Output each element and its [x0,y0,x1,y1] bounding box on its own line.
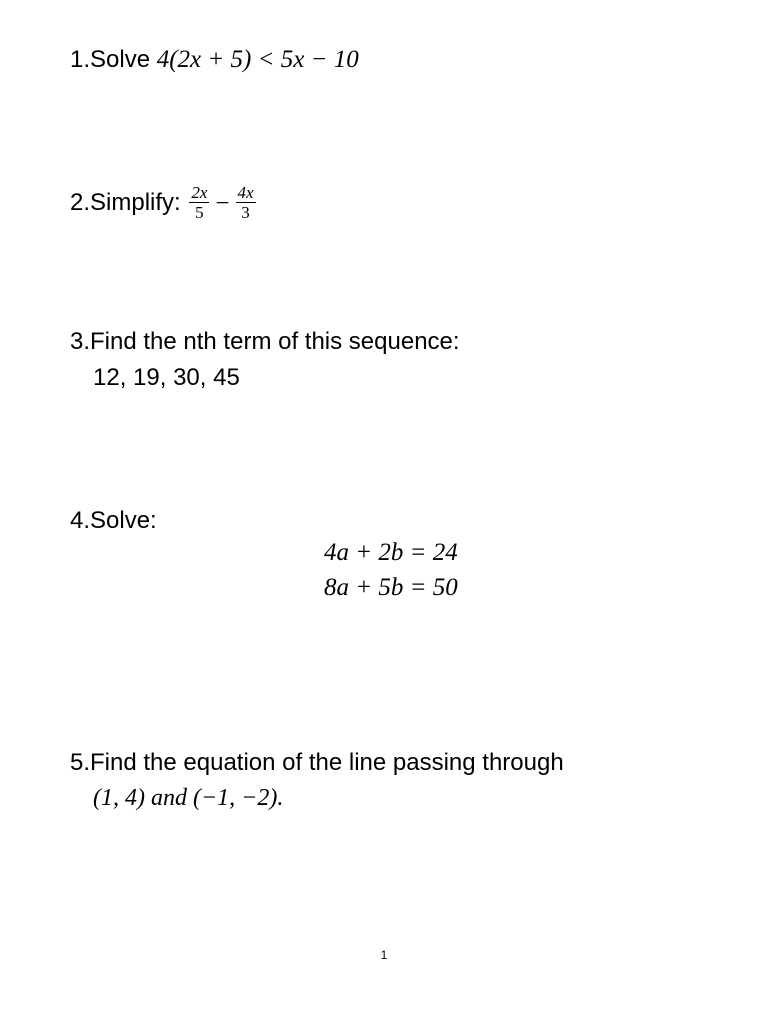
fraction-second: $\frac{4x}{3}$ [237,183,254,222]
fraction-first: $\frac{2x}{5}$ [191,183,208,222]
question-prompt: Solve: [90,507,157,534]
question-prompt: Simplify: [90,188,181,216]
question-number: 1. [70,46,91,73]
question-prompt: Find the nth term of this sequence: [90,328,460,355]
question-4 [70,504,157,538]
question-prompt: Find the equation of the line passing through [90,749,564,776]
question-prompt: Solve [90,46,151,73]
inequality-expression: 4(2x + 5) < 5x − 10 [156,46,359,73]
question-2 [70,184,258,223]
minus-operator: − [215,189,230,217]
question-number: 2. [70,188,91,216]
equation-1: 4a + 2b = 24 [324,539,458,566]
question-number: 4. [70,507,91,534]
sequence-values: 12, 19, 30, 45 [93,364,240,391]
line-points: (1, 4) and (−1, −2). [93,785,284,811]
question-3 [70,325,460,359]
question-1 [70,43,359,77]
question-number: 3. [70,328,91,355]
question-5 [70,746,564,780]
question-number: 5. [70,749,91,776]
equation-2: 8a + 5b = 50 [324,574,458,601]
page-number: 1 [380,948,388,962]
